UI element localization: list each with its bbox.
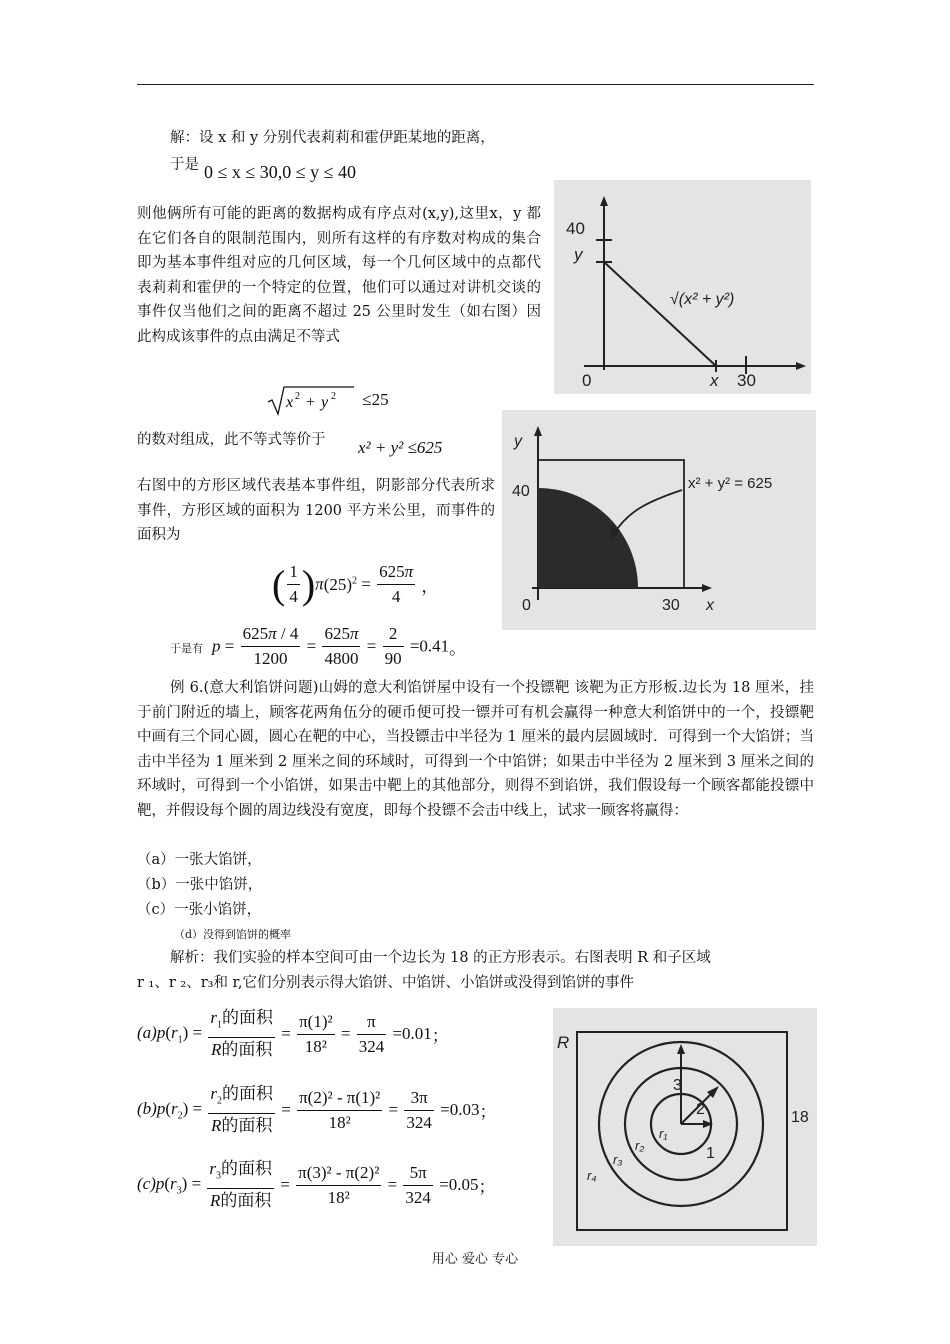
sqrt-inequality <box>266 384 389 416</box>
fig1-xlabel: x <box>710 371 719 390</box>
probability-equation: p = $\frac{625\pi / 4}{1200}$ = $\frac{625\pi}{4800}$ = $\frac{2}{90}$ =0.41。 <box>212 624 467 668</box>
solution-para3: 右图中的方形区域代表基本事件组，阴影部分代表所求事件，方形区域的面积为 1200 平方米公里，而事件的面积为 <box>137 478 495 543</box>
svg-text:y: y <box>321 394 329 411</box>
fig3-r2: r₂ <box>635 1138 645 1153</box>
svg-text:+: + <box>306 394 316 411</box>
figure-dartboard <box>553 1008 817 1246</box>
fig2-ymax: 40 <box>512 483 530 500</box>
shaded-region <box>538 488 638 588</box>
fig1-ymax: 40 <box>566 219 585 238</box>
analysis-text2: r ₁、r ₂、r₃和 r,它们分别表示得大馅饼、中馅饼、小馅饼或没得到馅饼的事件 <box>137 975 635 991</box>
solution-para1: 则他俩所有可能的距离的数据构成有序点对(x,y),这里x，y 都在它们各自的限制范围内，则所有这样的有序数对构成的集合即为基本事件组对应的几何区域，每一个几何区域中的点都代表莉莉和霍伊的一个特定的位置，他们可以通过对讲机交谈的事件仅当他们之间的距离不超过 25 公里时发生（如右图）因此构成该事件的点由满足不等式 <box>137 206 541 345</box>
equation-a: $(a)p(r_1)$ = $\frac{r_1的面积}{\text{R的面积}}$ = $\frac{\text{π(1)²}}{\text{18²}}$ = $\frac{\pi}{324}$ =0.01； <box>137 1008 449 1060</box>
example6-item-a: （a）一张大馅饼， <box>137 852 262 868</box>
fig3-n1: 1 <box>706 1145 715 1162</box>
prob-tail: 。 <box>449 639 467 658</box>
area-equation: ( $\frac{1}{4}$ )$\pi(25)^2$ = $\frac{625\pi}{4}$ ， <box>272 562 439 607</box>
fig3-r3: r₃ <box>613 1152 623 1167</box>
fig3-R: R <box>557 1033 570 1052</box>
fig2-origin: 0 <box>522 597 531 614</box>
prob-prefix: 于是有 <box>170 642 203 655</box>
equation-c: $(c)p(r_3)$ = $\frac{r_3的面积}{\text{R的面积}}$ = $\frac{\text{π(3)² - π(2)²}}{\text{18²}}$ = $\frac{5\pi}{324}$ =0.05； <box>137 1159 496 1211</box>
analysis-text1: 解析：我们实验的样本空间可由一个边长为 18 的正方形表示。右图表明 R 和子区域 <box>170 950 711 966</box>
sqrt-symbol <box>266 384 356 416</box>
header-rule <box>137 84 814 85</box>
fig2-annotation: x² + y² = 625 <box>688 475 773 492</box>
fig3-r1: r₁ <box>659 1126 668 1141</box>
solution-line2-prefix: 于是 <box>170 157 199 173</box>
equation-b: $(b)p(r_2)$ = $\frac{r_2的面积}{\text{R的面积}}$ = $\frac{\text{π(2)² - π(1)²}}{\text{18²}}$ = $\frac{3\pi}{324}$ =0.03； <box>137 1084 497 1136</box>
example6-item-c: （c）一张小馅饼， <box>137 902 262 918</box>
example6-text: 例 6.(意大利馅饼问题)山姆的意大利馅饼屋中设有一个投镖靶 该靶为正方形板.边长为 18 厘米，挂于前门附近的墙上，顾客花两角伍分的硬币便可投一镖并可有机会赢得一种意大利馅饼中的一个，投镖靶中画有三个同心圆，圆心在靶的中心，当投镖击中半径为 1 厘米的最内层圆域时．可得到一个大馅饼；当击中半径为 1 厘米到 2 厘米之间的环域时，可得到一个中馅饼；如果击中半径为 2 厘米到 3 厘米之间的环域时，可得到一个小馅饼，如果击中靶上的其他部分，则得不到谄饼，我们假设每一个顾客都能投镖中靶，并假设每个圆的周边线没有宽度，即每个投镖不会击中线上，试求一顾客将赢得： <box>137 680 814 819</box>
ineq2: x² + y² ≤625 <box>358 438 443 457</box>
fig1-origin: 0 <box>582 371 592 390</box>
svg-text:2: 2 <box>331 391 336 402</box>
fig3-n2: 2 <box>696 1101 705 1118</box>
fig1-ylabel: y <box>574 245 583 264</box>
ineq1-rhs: ≤25 <box>362 390 389 409</box>
example6-item-b: （b）一张中馅饼， <box>137 877 263 893</box>
page-footer: 用心 爱心 专心 <box>431 1252 519 1267</box>
solution-line1: 解：设 x 和 y 分别代表莉莉和霍伊距某地的距离， <box>170 130 495 146</box>
range-formula: 0 ≤ x ≤ 30,0 ≤ y ≤ 40 <box>204 162 357 182</box>
fig3-n3: 3 <box>673 1077 682 1094</box>
fig2-xaxis: x <box>706 597 714 614</box>
fig3-side: 18 <box>791 1109 809 1126</box>
figure-quarter-circle <box>502 410 816 630</box>
fig2-yaxis: y <box>514 433 522 450</box>
solution-para2-prefix: 的数对组成，此不等式等价于 <box>137 432 326 448</box>
fig1-annotation: √(x² + y²) <box>670 291 735 308</box>
fig3-r4: r₄ <box>587 1168 597 1183</box>
fig1-xmax: 30 <box>737 371 756 390</box>
figure-distance-triangle <box>554 180 811 394</box>
area-tail: ， <box>421 577 439 596</box>
example6-item-d: （d）没得到馅饼的概率 <box>174 928 292 941</box>
fig2-xmax: 30 <box>662 597 680 614</box>
svg-text:x: x <box>286 394 294 411</box>
svg-text:2: 2 <box>295 391 300 402</box>
